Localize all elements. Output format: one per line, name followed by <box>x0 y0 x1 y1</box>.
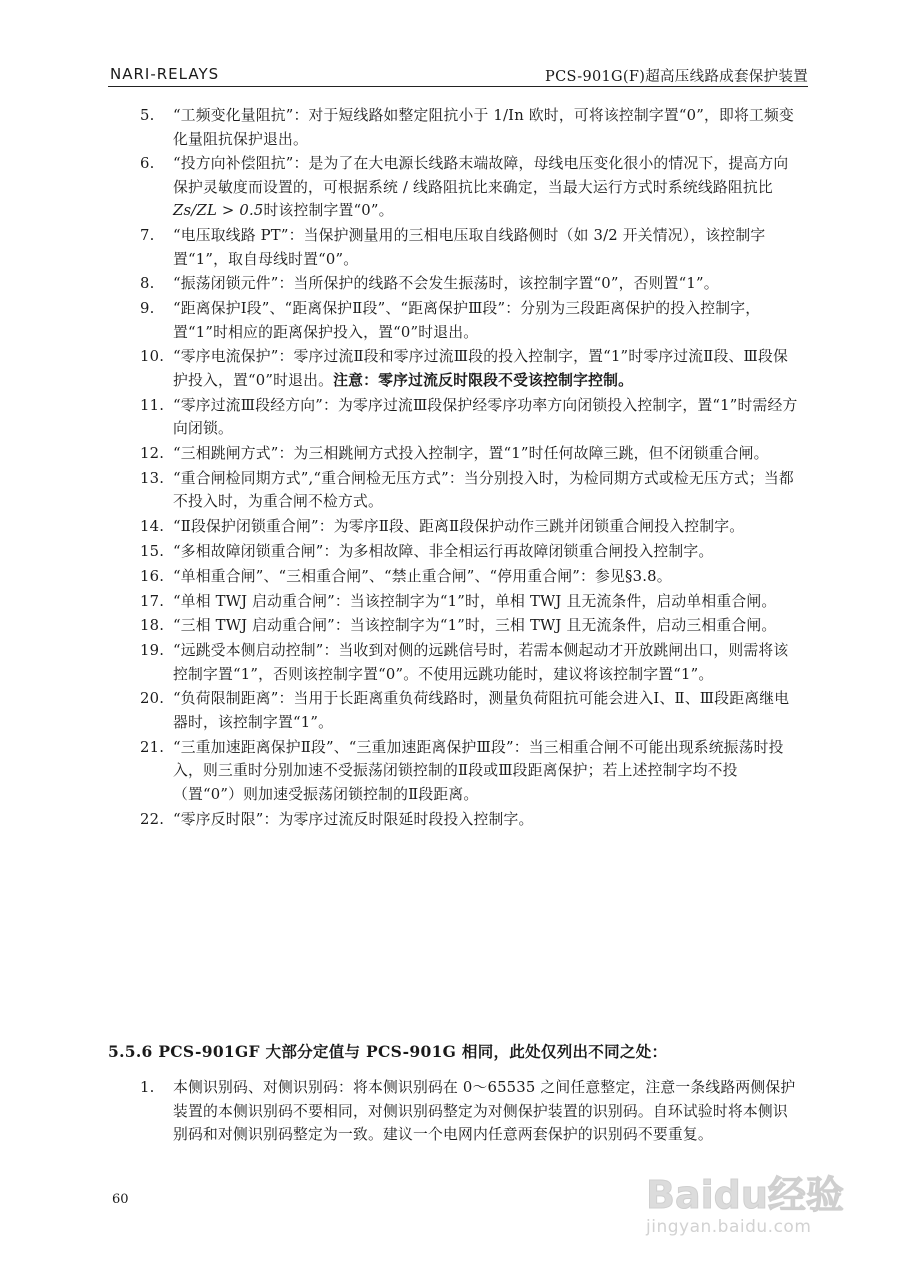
item-text: “振荡闭锁元件”：当所保护的线路不会发生振荡时，该控制字置“0”，否则置“1”。 <box>173 275 719 293</box>
list-item <box>140 540 800 564</box>
section-list <box>140 1076 800 1148</box>
item-number: 16. <box>140 567 165 585</box>
item-number: 22. <box>140 810 165 828</box>
item-number: 8. <box>140 275 155 293</box>
item-text: “远跳受本侧启动控制”：当收到对侧的远跳信号时，若需本侧起动才开放跳闸出口，则需将该控制字置“1”，否则该控制字置“0”。不使用远跳功能时，建议将该控制字置“1”。 <box>173 642 789 683</box>
item-number: 11. <box>140 396 165 414</box>
item-number: 20. <box>140 690 165 708</box>
item-note-bold: 注意：零序过流反时限段不受该控制字控制。 <box>333 371 634 389</box>
item-text: “电压取线路 PT”：当保护测量用的三相电压取自线路侧时（如 3/2 开关情况），该控制字置“1”，取自母线时置“0”。 <box>173 227 766 268</box>
list-item <box>140 639 800 686</box>
item-text: “三相 TWJ 启动重合闸”：当该控制字为“1”时，三相 TWJ 且无流条件，启动三相重合闸。 <box>173 617 777 635</box>
page-number: 60 <box>112 1192 129 1207</box>
baidu-watermark <box>646 1164 886 1250</box>
item-text: “重合闸检同期方式”,“重合闸检无压方式”：当分别投入时，为检同期方式或检无压方式；当都不投入时，为重合闸不检方式。 <box>173 469 794 511</box>
item-number: 19. <box>140 642 165 660</box>
list-item <box>140 808 800 832</box>
list-item <box>140 345 800 392</box>
list-item <box>140 515 800 539</box>
list-item <box>140 467 800 514</box>
impedance-ratio-formula: Zs/ZL > 0.5 <box>173 202 264 220</box>
item-number: 15. <box>140 542 165 560</box>
item-number: 5. <box>140 107 155 124</box>
item-number: 6. <box>140 155 155 173</box>
item-text: “工频变化量阻抗”：对于短线路如整定阻抗小于 1/In 欧时，可将该控制字置“0”，即将工频变化量阻抗保护退出。 <box>173 107 794 148</box>
watermark-logo: Baidu经验 <box>646 1173 844 1217</box>
item-text: “多相故障闭锁重合闸”：为多相故障、非全相运行再故障闭锁重合闸投入控制字。 <box>173 542 714 560</box>
page-header <box>108 64 808 87</box>
item-text: “Ⅱ段保护闭锁重合闸”：为零序Ⅱ段、距离Ⅱ段保护动作三跳并闭锁重合闸投入控制字。 <box>173 518 745 536</box>
item-text: “三相跳闸方式”：为三相跳闸方式投入控制字，置“1”时任何故障三跳，但不闭锁重合闸。 <box>173 445 769 463</box>
item-number: 18. <box>140 617 165 635</box>
item-number: 7. <box>140 227 155 245</box>
list-item <box>140 590 800 614</box>
item-number: 1. <box>140 1079 155 1096</box>
list-item <box>140 736 800 807</box>
item-text: “零序反时限”：为零序过流反时限延时段投入控制字。 <box>173 810 534 828</box>
item-text: “零序过流Ⅲ段经方向”：为零序过流Ⅲ段保护经零序功率方向闭锁投入控制字，置“1”时需经方向闭锁。 <box>173 396 798 438</box>
list-item <box>140 614 800 638</box>
item-number: 21. <box>140 738 165 756</box>
list-item <box>140 1076 800 1147</box>
list-item <box>140 224 800 271</box>
setting-list <box>140 104 800 832</box>
item-number: 9. <box>140 300 155 318</box>
list-item <box>140 565 800 589</box>
item-text: 本侧识别码、对侧识别码：将本侧识别码在 0～65535 之间任意整定，注意一条线路两侧保护装置的本侧识别码不要相同，对侧识别码整定为对侧保护装置的识别码。自环试验时将本侧识别码和对侧识别码整定为一致。建议一个电网内任意两套保护的识别码不要重复。 <box>173 1079 796 1143</box>
item-text: “距离保护Ⅰ段”、“距离保护Ⅱ段”、“距离保护Ⅲ段”：分别为三段距离保护的投入控制字，置“1”时相应的距离保护投入，置“0”时退出。 <box>173 300 761 341</box>
list-item <box>140 394 800 441</box>
item-number: 13. <box>140 469 165 487</box>
list-item <box>140 272 800 296</box>
item-text: “投方向补偿阻抗”：是为了在大电源长线路末端故障，母线电压变化很小的情况下，提高方向保护灵敏度而设置的，可根据系统 / 线路阻抗比来确定，当最大运行方式时系统线路阻抗比 <box>173 155 789 196</box>
list-item <box>140 104 800 151</box>
item-number: 14. <box>140 518 165 536</box>
item-text: 时该控制字置“0”。 <box>263 202 394 220</box>
item-number: 12. <box>140 445 165 463</box>
item-text: “单相 TWJ 启动重合闸”：当该控制字为“1”时，单相 TWJ 且无流条件，启动单相重合闸。 <box>173 592 777 610</box>
list-item <box>140 152 800 223</box>
item-number: 10. <box>140 348 165 366</box>
list-item <box>140 442 800 466</box>
item-text: “三重加速距离保护Ⅱ段”、“三重加速距离保护Ⅲ段”：当三相重合闸不可能出现系统振荡时投入，则三重时分别加速不受振荡闭锁控制的Ⅱ段或Ⅲ段距离保护；若上述控制字均不投（置“0”）则加速受振荡闭锁控制的Ⅱ段距离。 <box>173 738 784 803</box>
list-item <box>140 297 800 344</box>
item-text: “零序电流保护”：零序过流Ⅱ段和零序过流Ⅲ段的投入控制字，置“1”时零序过流Ⅱ段、Ⅲ段保护投入，置“0”时退出。 <box>173 348 789 389</box>
item-number: 17. <box>140 592 165 610</box>
item-text: “负荷限制距离”：当用于长距离重负荷线路时，测量负荷阻抗可能会进入Ⅰ、Ⅱ、Ⅲ段距离继电器时，该控制字置“1”。 <box>173 690 790 731</box>
list-item <box>140 687 800 734</box>
section-heading: 5.5.6 PCS-901GF 大部分定值与 PCS-901G 相同，此处仅列出不同之处： <box>108 1042 668 1061</box>
item-text: “单相重合闸”、“三相重合闸”、“禁止重合闸”、“停用重合闸”：参见§3.8。 <box>173 567 672 585</box>
header-brand: NARI-RELAYS <box>110 65 220 83</box>
header-document-title: PCS-901G(F)超高压线路成套保护装置 <box>545 69 808 85</box>
watermark-url: jingyan.baidu.com <box>646 1217 812 1237</box>
